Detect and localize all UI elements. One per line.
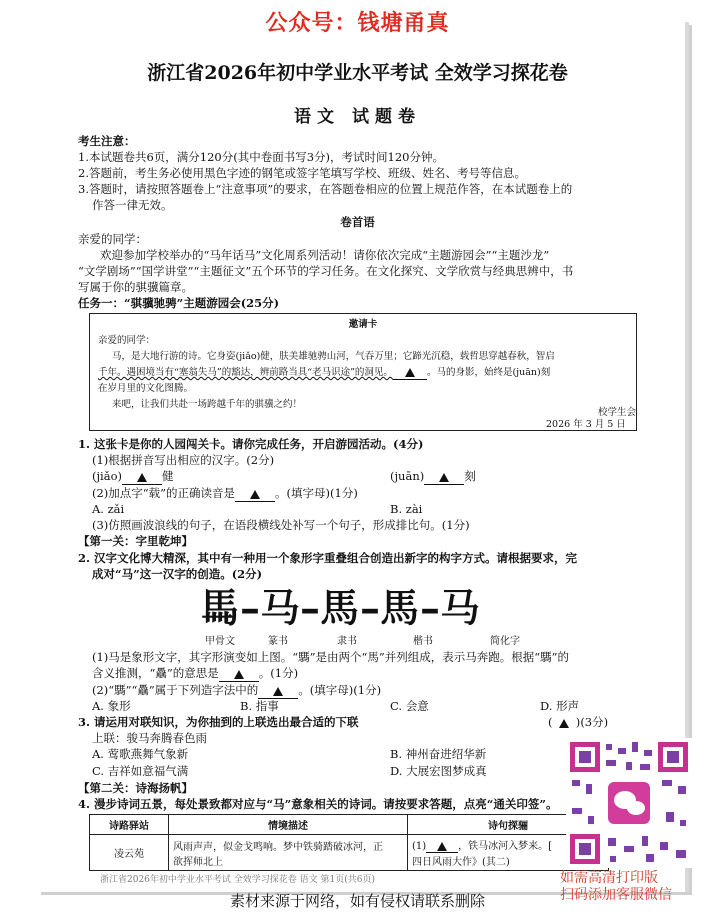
invite-title: 邀请卡	[348, 319, 378, 330]
character-evolution: 𩡧–马–馬–馬–马	[200, 585, 480, 632]
score: (3分)	[580, 715, 609, 729]
q1-option-a: A. zǎi	[92, 502, 125, 516]
blank	[426, 841, 458, 853]
page-footer: 浙江省2026年初中学业水平考试 全效学习探花卷 语文 第1页(共6页)	[100, 875, 375, 885]
seal-glyph: 马	[260, 585, 300, 632]
evolution-label: 甲骨文	[205, 636, 235, 647]
q2-option: D. 形声	[540, 699, 580, 713]
invite-date: 2026 年 3 月 5 日	[546, 419, 626, 430]
q2-part2	[92, 683, 381, 699]
table-row	[90, 835, 609, 871]
q1-option-b: B. zài	[390, 502, 423, 516]
q1-part1: (1)根据拼音写出相应的汉字。(2分)	[92, 453, 275, 467]
q2-option: A. 象形	[92, 699, 131, 713]
invite-sign: 校学生会	[598, 407, 637, 418]
q3-answer: ( )(3分)	[548, 715, 609, 729]
table-cell: 凌云苑	[90, 835, 169, 871]
text: 含义推测，“驫”的意思是	[92, 666, 219, 680]
triangle-icon	[250, 490, 260, 499]
q1-part3: (3)仿照画波浪线的句子，在语段横线处补写一个句子，形成排比句。(1分)	[92, 518, 470, 532]
evolution-label: 篆书	[268, 636, 288, 647]
q2-part1b	[92, 666, 298, 682]
text: (2)加点字“载”的正确读音是	[92, 486, 236, 500]
pinyin: (juān)	[390, 469, 425, 483]
invite-text: 。马的身影，始终是(juān)刻	[426, 367, 551, 378]
blank	[393, 366, 427, 380]
q1-item-b	[390, 469, 476, 485]
pinyin: (jiǎo)	[92, 469, 122, 483]
regular-glyph: 馬	[380, 585, 420, 632]
invite-line: 马，是大地行游的诗。它身姿(jiǎo)健，肤美雄驰骋山河，气吞万里；它蹄光沉稳，载哲思穿越春秋，智启	[112, 351, 555, 362]
q3-stem: 3. 请运用对联知识，为你抽到的上联选出最合适的下联	[78, 715, 359, 729]
triangle-icon	[559, 719, 569, 728]
poem-text: 四日风雨大作》(其二)	[412, 857, 510, 868]
preface-line: 欢迎参加学校举办的“马年话马”文化周系列活动！请你依次完成“主题游园会”“主题沙龙”	[100, 248, 550, 262]
table-header: 诗路驿站	[90, 815, 169, 835]
poem-text: ，铁马冰河入梦来。[	[458, 841, 553, 852]
triangle-icon	[234, 670, 244, 679]
poem-text: (1)	[412, 841, 427, 852]
poem-table	[89, 814, 609, 871]
table-header: 诗句探骊	[408, 815, 609, 835]
notice-item: 3.答题时，请按照答题卷上“注意事项”的要求，在答题卷相应的位置上规范作答，在本试题卷上的	[78, 182, 573, 196]
preface-line: “文学剧场”“国学讲堂”“主题征文”五个环节的学习任务。在文化探究、文学欣赏与经典思辨中，书	[78, 264, 574, 278]
preface-greeting: 亲爱的同学：	[78, 232, 147, 246]
preface-heading: 卷首语	[340, 215, 375, 229]
q3-option: A. 莺歌燕舞气象新	[92, 747, 189, 761]
evolution-label: 隶书	[337, 636, 357, 647]
text: 。(填字母)(1分)	[298, 683, 382, 697]
q2-stem: 2. 汉字文化博大精深，其中有一种用一个象形字重叠组合创造出新字的构字方式。请根据要求，完	[78, 551, 578, 565]
invitation-card	[89, 313, 637, 431]
preface-line: 写属于你的骐骥篇章。	[78, 280, 193, 294]
task1-heading: 任务一：“骐骥驰骋”主题游园会(25分)	[78, 296, 280, 310]
q2-option: C. 会意	[390, 699, 429, 713]
evolution-label: 楷书	[413, 636, 433, 647]
text: (2)“騳”“驫”属于下列造字法中的	[92, 683, 259, 697]
char: 健	[162, 469, 174, 483]
q1-item-a	[92, 469, 174, 485]
notice-item: 1.本试题卷共6页，满分120分(其中卷面书写3分)，考试时间120分钟。	[78, 150, 444, 164]
q2-part1: (1)马是象形文字，其字形演变如上图。“騳”是由两个“馬”并列组成，表示马奔跑。根据“騳”的	[92, 650, 570, 664]
table-cell	[169, 835, 408, 871]
q3-option: D. 大展宏图梦成真	[390, 764, 487, 778]
evolution-label: 简化字	[490, 636, 520, 647]
level2-heading: 【第二关：诗海扬帆】	[78, 781, 193, 795]
invite-line	[98, 366, 550, 380]
watermark-top: 公众号：钱塘甬真	[265, 11, 450, 36]
clerical-glyph: 馬	[320, 585, 360, 632]
blank	[219, 666, 259, 682]
notice-heading: 考生注意：	[78, 134, 136, 148]
invite-line: 在岁月里的文化图腾。	[98, 383, 194, 394]
q3-upper: 上联：骏马奔腾春色雨	[92, 731, 207, 745]
blank	[235, 486, 275, 502]
triangle-icon	[137, 473, 147, 482]
simplified-glyph: 马	[440, 585, 480, 632]
table-header: 情境描述	[169, 815, 408, 835]
desc-line: 欲挥师北上	[173, 856, 223, 868]
blank	[258, 683, 298, 699]
watermark-bottom: 素材来源于网络，如有侵权请联系删除	[229, 892, 485, 910]
oracle-glyph: 𩡧	[200, 585, 240, 632]
wavy-sentence: 千年。遇困境当有“塞翁失马”的豁达，辨前路当具“老马识途”的洞见。	[98, 367, 393, 378]
q1-stem: 1. 这张卡是你的人园闯关卡。请你完成任务，开启游园活动。(4分)	[78, 437, 424, 451]
blank	[122, 469, 162, 485]
q1-part2	[92, 486, 358, 502]
char: 刻	[464, 469, 476, 483]
notice-item: 作答一律无效。	[92, 198, 173, 212]
text: 。(填字母)(1分)	[275, 486, 358, 500]
invite-line: 来吧，让我们共赴一场跨越千年的骐骥之约！	[112, 399, 303, 410]
blank	[424, 469, 464, 485]
desc-line: 风雨声声，似金戈鸣响。梦中铁骑踏破冰河，正	[173, 841, 383, 853]
q3-option: B. 神州奋进绍华新	[390, 747, 487, 761]
invite-greeting: 亲爱的同学：	[98, 335, 156, 346]
q4-stem: 4. 漫步诗词五景，每处景致都对应与“马”意象相关的诗词。请按要求答题，点亮“通关印签”。	[78, 797, 558, 811]
triangle-icon	[437, 842, 447, 851]
exam-title: 浙江省2026年初中学业水平考试 全效学习探花卷	[147, 62, 568, 84]
triangle-icon	[439, 473, 449, 482]
triangle-icon	[273, 687, 283, 696]
table-header-row	[90, 815, 609, 835]
q3-option: C. 吉祥如意福气满	[92, 764, 189, 778]
q2-stem: 成对“马”这一汉字的创造。(2分)	[92, 567, 263, 581]
qr-code	[566, 738, 692, 868]
notice-item: 2.答题前，考生务必使用黑色字迹的钢笔或签字笔填写学校、班级、姓名、考号等信息。	[78, 166, 526, 180]
level1-heading: 【第一关：字里乾坤】	[78, 534, 193, 548]
watermark-line: 如需高清打印版	[560, 870, 658, 886]
exam-subtitle: 语文 试题卷	[294, 107, 421, 127]
text: 。(1分)	[258, 666, 299, 680]
q2-option: B. 指事	[240, 699, 279, 713]
triangle-icon	[405, 368, 415, 377]
watermark-line: 扫码添加客服微信	[560, 887, 672, 903]
